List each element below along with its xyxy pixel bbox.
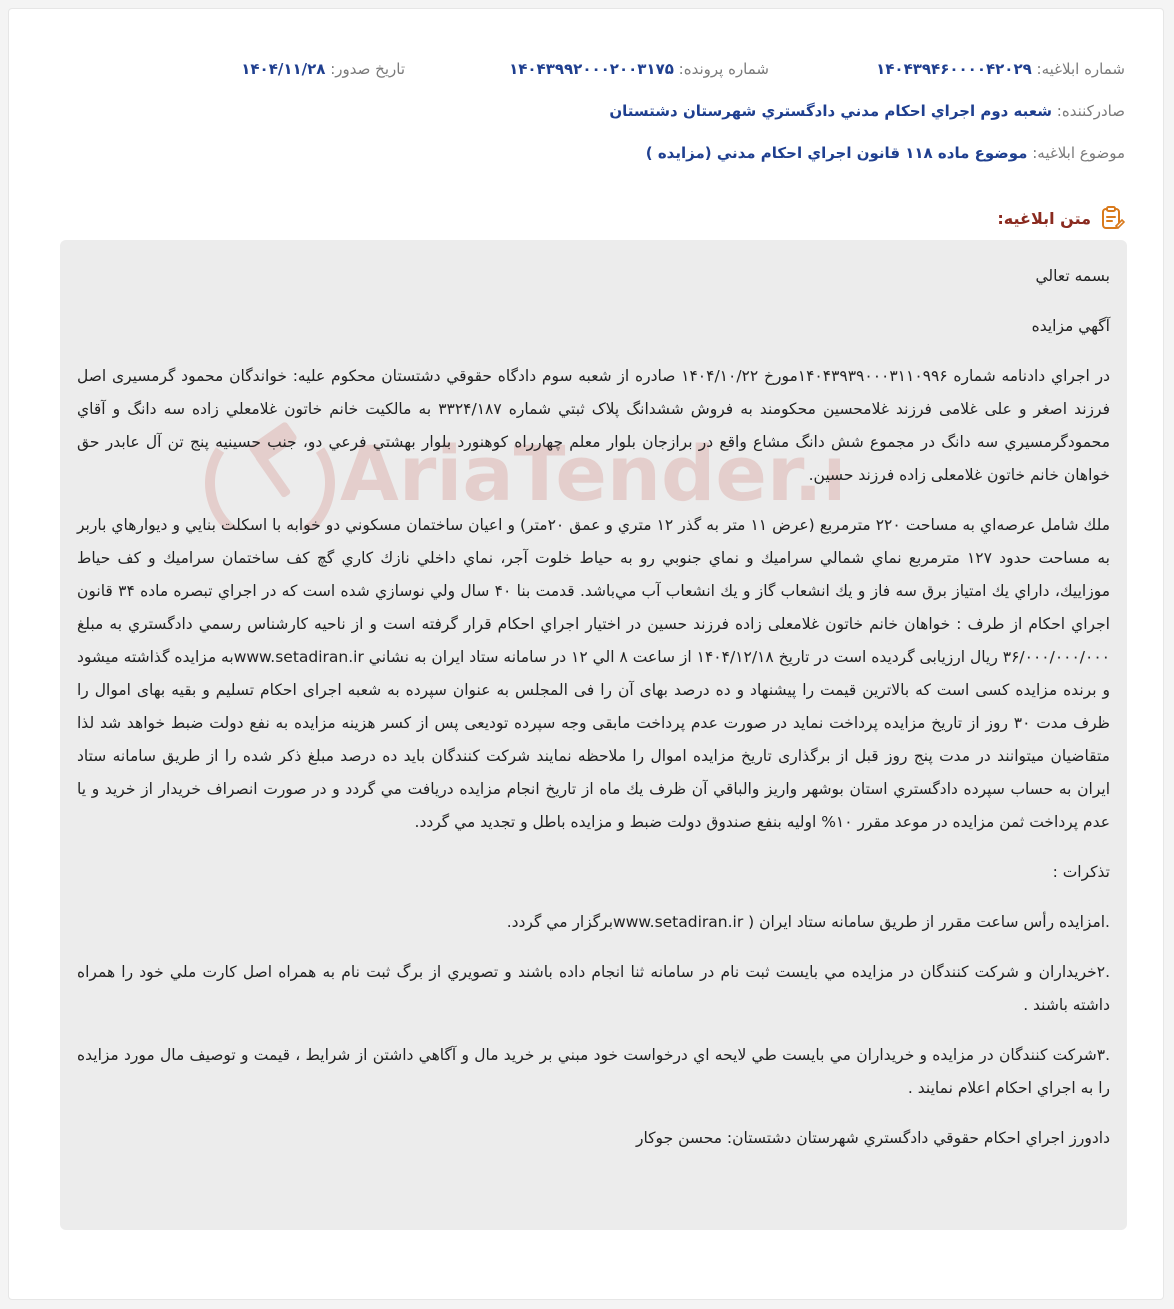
- case-number-value: ۱۴۰۴۳۹۹۲۰۰۰۲۰۰۳۱۷۵: [509, 60, 674, 78]
- case-number: [509, 58, 769, 80]
- note-2: .۲خريداران و شركت كنندگان در مزايده مي بايست ثبت نام در سامانه ثنا انجام داده باشند و تصويري از برگ ثبت نام به همراه اصل كارت ملي خود را همراه داشته باشند .: [77, 963, 1110, 1014]
- subject-value: موضوع ماده ۱۱۸ قانون اجراي احكام مدني (مزايده ): [645, 144, 1028, 162]
- signature-line: دادورز اجراي احكام حقوقي دادگستري شهرستان دشتستان: محسن جوكار: [635, 1129, 1110, 1147]
- bismillah-line: بسمه تعالي: [1035, 267, 1110, 285]
- meta-row-subject: [646, 142, 1125, 164]
- watermark-text: AriaTender.: [340, 429, 823, 518]
- notice-number-value: ۱۴۰۴۳۹۴۶۰۰۰۰۴۲۰۲۹: [876, 60, 1032, 78]
- issue-date: [241, 58, 405, 80]
- issuer-value: شعبه دوم اجراي احکام مدني دادگستري شهرستان دشتستان: [609, 102, 1052, 120]
- issue-date-label: تاريخ صدور:: [330, 60, 405, 78]
- subject-label: موضوع ابلاغيه:: [1032, 144, 1125, 162]
- document-edit-icon: [1099, 205, 1125, 231]
- notice-body: [60, 240, 1127, 1230]
- notice-text-title: متن ابلاغيه:: [997, 208, 1091, 228]
- notice-content: [77, 260, 1110, 1172]
- notice-text-heading: [997, 203, 1125, 233]
- notice-number: [876, 58, 1125, 80]
- note-1: .امزايده رأس ساعت مقرر از طريق سامانه ستاد ايران ( www.setadiran.irبرگزار مي گردد.: [506, 913, 1110, 931]
- notice-card: [8, 8, 1164, 1300]
- issue-date-value: ۱۴۰۴/۱۱/۲۸: [241, 60, 326, 78]
- issuer-label: صادرکننده:: [1056, 102, 1125, 120]
- case-number-label: شماره پرونده:: [678, 60, 769, 78]
- notice-number-label: شماره ابلاغيه:: [1036, 60, 1125, 78]
- auction-title: آگهي مزايده: [1031, 317, 1110, 335]
- note-3: .۳شركت كنندگان در مزايده و خريداران مي بايست طي لايحه اي درخواست خود مبني بر خريد مال و آگاهي داشتن از شرايط ، قيمت و توصيف مال مورد مزايده را به اجراي احكام اعلام نمايند .: [77, 1046, 1110, 1097]
- paragraph-verdict: در اجراي دادنامه شماره ۱۴۰۴۳۹۳۹۰۰۰۳۱۱۰۹۹۶مورخ ۱۴۰۴/۱۰/۲۲ صادره از شعبه سوم دادگاه حقوقي دشتستان محكوم عليه: خواندگان محمود گرمسيری اصل فرزند اصغر و علی غلامی فرزند غلامحسين محكومند به فروش ششدانگ پلاک ثبتي شماره ۳۳۲۴/۱۸۷ به مالکيت خانم خاتون غلامعلي زاده سه دانگ و آقاي محمودگرمسيري سه دانگ در مجموع شش دانگ مشاع واقع در برازجان بلوار معلم چهارراه کوهنورد بلوار بهشتي فرعي دو، جنب حسينيه پنج تن آل عابدر حق خواهان خانم خاتون غلامعلی زاده فرزند حسين.: [77, 367, 1111, 484]
- meta-row-numbers: [37, 58, 1125, 82]
- notes-heading: تذكرات :: [1052, 863, 1110, 881]
- paragraph-property: ملك شامل عرصه‌اي به مساحت ۲۲۰ مترمربع (عرض ۱۱ متر به گذر ۱۲ متري و عمق ۲۰متر) و اعيان ساختمان مسكوني دو خوابه با اسكلت بنايي و ديوارهاي باربر به مساحت حدود ۱۲۷ مترمربع نماي شمالي سراميك و نماي جنوبي رو به حياط خلوت آجر، نماي داخلي نازك كاري گچ كف ساختمان سراميك و كف حياط موزاييك، داراي يك امتياز برق سه فاز و يك انشعاب گاز و يك انشعاب آب مي‌باشد. قدمت بنا ۴۰ سال ولي نوسازي شده است كه در اجراي تبصره ماده ۳۴ قانون اجراي احكام از طرف : خواهان خانم خاتون غلامعلی زاده فرزند حسين در اختيار اجراي احكام قرار گرفته است و از ناحيه كارشناس رسمي دادگستري به مبلغ ۳۶/۰۰۰/۰۰۰/۰۰۰ ريال ارزيابی گرديده است در تاريخ ۱۴۰۴/۱۲/۱۸ از ساعت ۸ الي ۱۲ در سامانه ستاد ايران به نشاني www.setadiran.irبه مزايده گذاشته ميشود و برنده مزايده كسی است كه بالاترين قيمت را پيشنهاد و ده درصد بهای آن را فی المجلس به عنوان سپرده به شعبه اجرای احكام تسليم و بقيه بهای اموال را ظرف مدت ۳۰ روز از تاريخ مزايده پرداخت نمايد در صورت عدم پرداخت مابقی وجه سپرده توديعی پس از كسر هزينه مزايده به نفع دولت ضبط خواهد شد لذا متقاضيان ميتوانند در مدت پنج روز قبل از برگذاری تاريخ مزايده اموال را ملاحظه نمايند شرکت کنندگان بايد ده درصد مبلغ ذكر شده را از طريق سامانه ستاد ايران به حساب سپرده دادگستري استان بوشهر واريز والباقي آن ظرف يك ماه از تاريخ انجام مزايده دريافت مي گردد و در صورت انصراف خريدار از خريد و يا عدم پرداخت ثمن مزايده در موعد مقرر ۱۰% اوليه بنفع صندوق دولت ضبط و مزايده باطل و تجديد مي گردد.: [77, 516, 1110, 831]
- meta-row-issuer: [609, 100, 1125, 122]
